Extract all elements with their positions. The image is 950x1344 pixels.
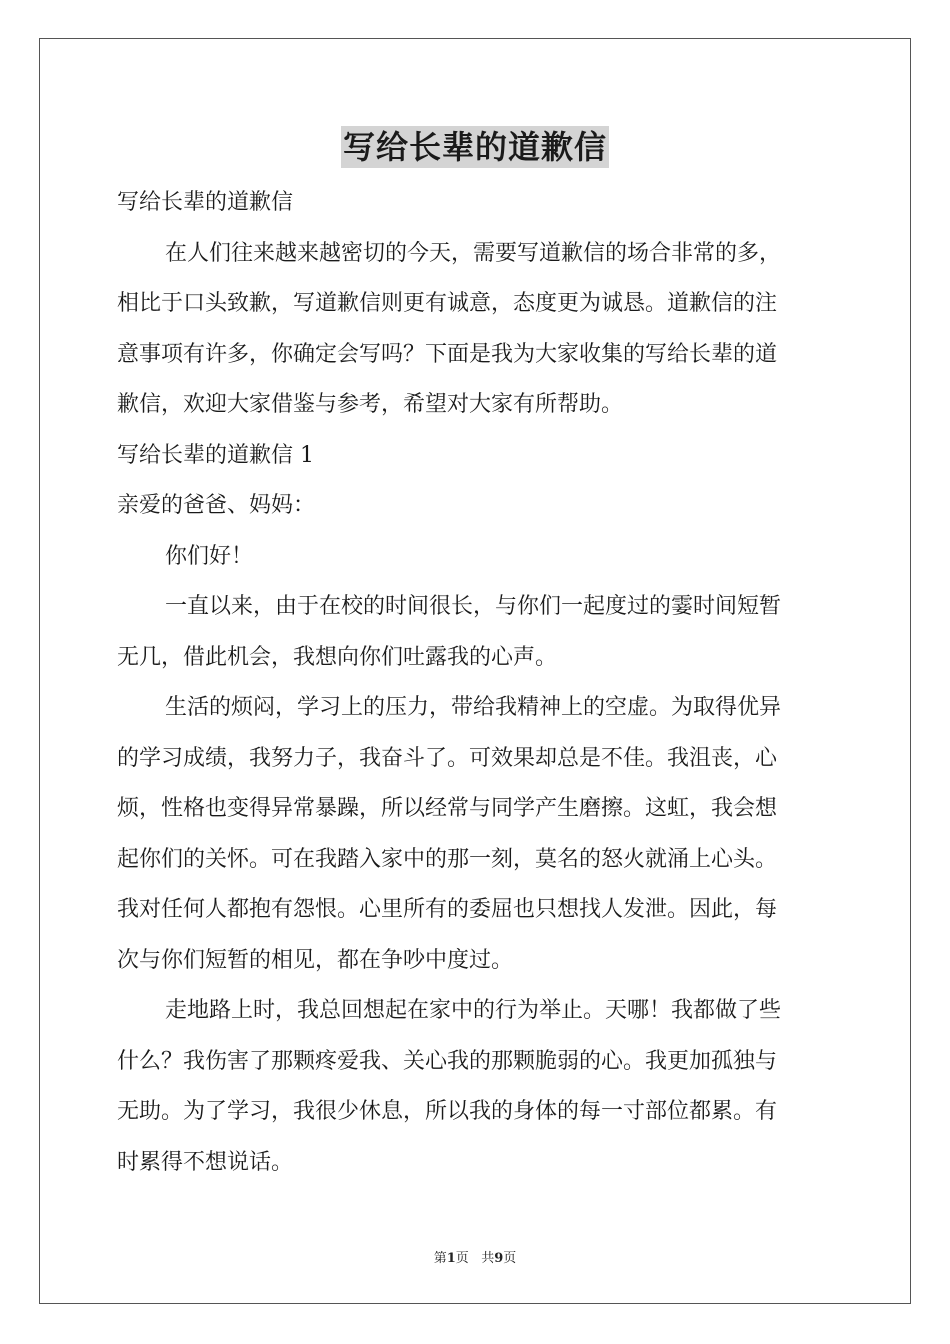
text-line: 的学习成绩，我努力子，我奋斗了。可效果却总是不佳。我沮丧，心 [117, 745, 778, 771]
text-line: 我对任何人都抱有怨恨。心里所有的委屈也只想找人发泄。因此，每 [117, 897, 778, 922]
text-line: 时累得不想说话。 [117, 1149, 294, 1175]
text-line: 起你们的关怀。可在我踏入家中的那一刻，莫名的怒火就涌上心头。 [117, 846, 778, 872]
total-prefix: 共 [481, 1251, 495, 1266]
total-unit: 页 [503, 1251, 517, 1266]
text-line: 相比于口头致歉，写道歉信则更有诚意，态度更为诚恳。道歉信的注 [117, 291, 778, 316]
text-line: 无助。为了学习，我很少休息，所以我的身体的每一寸部位都累。有 [117, 1099, 778, 1124]
page-total-number: 9 [494, 1251, 504, 1266]
document-body [117, 178, 835, 1188]
text-line: 亲爱的爸爸、妈妈： [117, 493, 316, 518]
text-line: 烦，性格也变得异常暴躁，所以经常与同学产生磨擦。这虹，我会想 [117, 796, 778, 821]
text-line: 歉信，欢迎大家借鉴与参考，希望对大家有所帮助。 [117, 392, 624, 417]
document-title: 写给长辈的道歉信 [342, 128, 607, 166]
page-footer [0, 1247, 950, 1266]
page-current-number: 1 [446, 1251, 456, 1266]
text-line: 无几，借此机会，我想向你们吐露我的心声。 [117, 644, 558, 670]
page-unit: 页 [455, 1251, 469, 1266]
title-container [0, 126, 950, 168]
text-line: 你们好！ [165, 543, 254, 569]
text-line: 一直以来，由于在校的时间很长，与你们一起度过的霎时间短暂 [165, 594, 782, 619]
text-line: 写给长辈的道歉信 [117, 190, 294, 215]
text-line: 意事项有许多，你确定会写吗？下面是我为大家收集的写给长辈的道 [117, 341, 778, 367]
text-line: 什么？我伤害了那颗疼爱我、关心我的那颗脆弱的心。我更加孤独与 [117, 1048, 778, 1074]
text-line: 次与你们短暂的相见，都在争吵中度过。 [117, 947, 514, 973]
text-line: 写给长辈的道歉信 1 [117, 442, 314, 468]
text-line: 生活的烦闷，学习上的压力，带给我精神上的空虚。为取得优异 [165, 695, 782, 720]
text-line: 走地路上时，我总回想起在家中的行为举止。天哪！我都做了些 [165, 998, 782, 1023]
page-prefix: 第 [433, 1251, 447, 1266]
text-line: 在人们往来越来越密切的今天，需要写道歉信的场合非常的多， [165, 240, 782, 266]
